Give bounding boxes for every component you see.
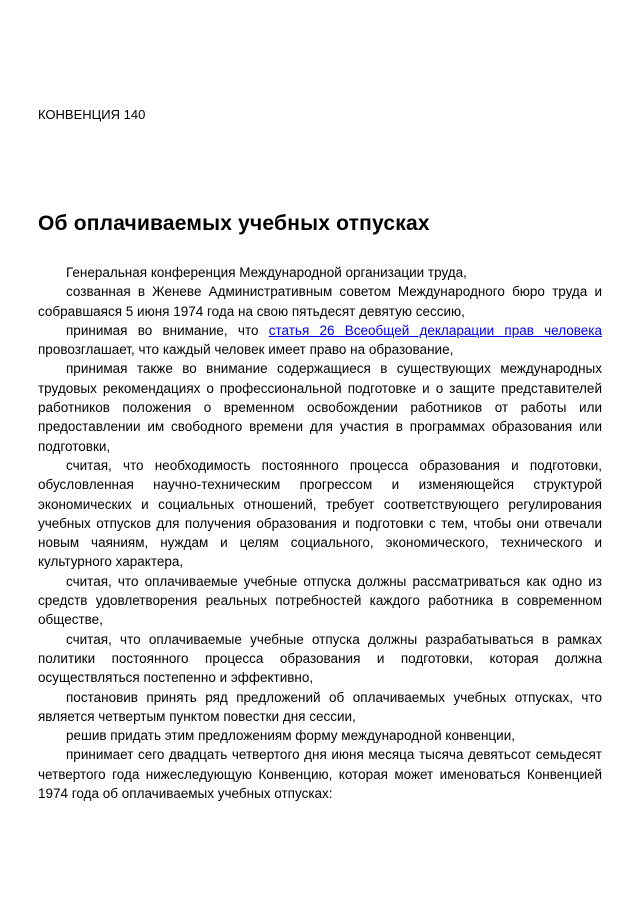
paragraph: созванная в Женеве Административным советом Международного бюро труда и собравшаяся 5 июня 1974 года на свою пятьдесят девятую сессию, <box>38 284 602 319</box>
paragraph: постановив принять ряд предложений об оплачиваемых учебных отпусках, что является четвертым пунктом повестки дня сессии, <box>38 689 602 724</box>
paragraph: считая, что необходимость постоянного процесса образования и подготовки, обусловленная научно-техническим прогрессом и изменяющейся структурой экономических и социальных отношений, требует соответствующего регулирования учебных отпусков для получения образования и подготовки с тем, чтобы они отвечали новым чаяниям, нуждам и целям социального, экономического, технического и культурного характера, <box>38 457 602 570</box>
paragraph: Генеральная конференция Международной организации труда, <box>66 265 467 280</box>
paragraph-text: принимая во внимание, что <box>66 322 269 338</box>
paragraph <box>38 321 602 360</box>
paragraph-text: провозглашает, что каждый человек имеет право на образование, <box>38 342 454 358</box>
document-body <box>38 263 602 803</box>
paragraph: считая, что оплачиваемые учебные отпуска должны разрабатываться в рамках политики постоянного процесса образования и подготовки, которая должна осуществляться постепенно и эффективно, <box>38 631 602 686</box>
paragraph: принимая также во внимание содержащиеся в существующих международных трудовых рекомендациях о профессиональной подготовке и о защите представителей работников положения о временном освобождении работников от работы или предоставлении им свободного времени для участия в программах образования или подготовки, <box>38 361 602 454</box>
paragraph: принимает сего двадцать четвертого дня июня месяца тысяча девятьсот семьдесят четвертого года нижеследующую Конвенцию, которая может именоваться Конвенцией 1974 года об оплачиваемых учебных отпусках: <box>38 747 602 802</box>
declaration-article-26-link[interactable]: статья 26 Всеобщей декларации прав человека <box>268 322 602 338</box>
paragraph: решив придать этим предложениям форму международной конвенции, <box>66 728 515 744</box>
convention-number-header: КОНВЕНЦИЯ 140 <box>38 107 146 122</box>
document-title: Об оплачиваемых учебных отпусках <box>38 212 430 235</box>
paragraph: считая, что оплачиваемые учебные отпуска должны рассматриваться как одно из средств удовлетворения реальных потребностей каждого работника в современном обществе, <box>38 573 602 628</box>
